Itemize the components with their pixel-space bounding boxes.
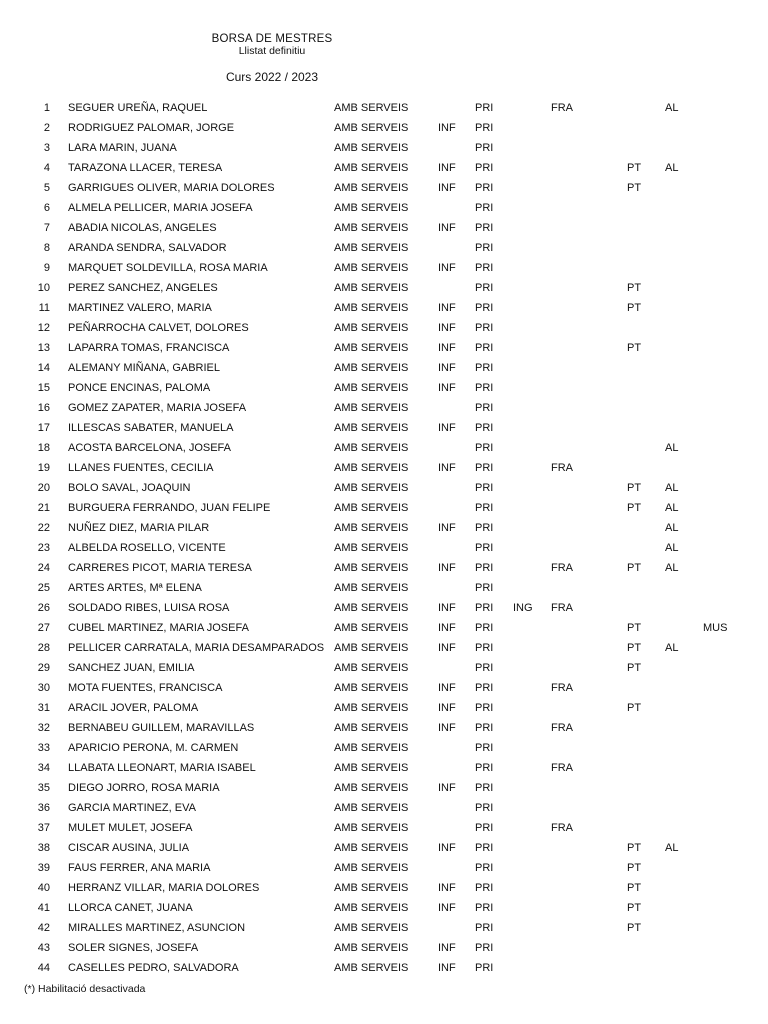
teacher-name: SEGUER UREÑA, RAQUEL — [68, 102, 208, 114]
speciality-pri: PRI — [475, 282, 494, 294]
table-row — [0, 718, 768, 738]
teacher-list — [0, 98, 768, 978]
teacher-name: LLORCA CANET, JUANA — [68, 902, 193, 914]
speciality-pri: PRI — [475, 242, 494, 254]
speciality-pt: PT — [627, 162, 642, 174]
table-row — [0, 478, 768, 498]
speciality-pt: PT — [627, 642, 642, 654]
speciality-al: AL — [665, 482, 679, 494]
status-cell: AMB SERVEIS — [334, 562, 409, 574]
table-row — [0, 938, 768, 958]
status-cell: AMB SERVEIS — [334, 382, 409, 394]
speciality-pri: PRI — [475, 162, 494, 174]
status-cell: AMB SERVEIS — [334, 262, 409, 274]
status-cell: AMB SERVEIS — [334, 722, 409, 734]
status-cell: AMB SERVEIS — [334, 102, 409, 114]
status-cell: AMB SERVEIS — [334, 182, 409, 194]
status-cell: AMB SERVEIS — [334, 922, 409, 934]
table-row — [0, 398, 768, 418]
row-number: 41 — [37, 902, 50, 914]
status-cell: AMB SERVEIS — [334, 762, 409, 774]
teacher-name: SOLDADO RIBES, LUISA ROSA — [68, 602, 230, 614]
row-number: 34 — [37, 762, 50, 774]
speciality-pri: PRI — [475, 582, 494, 594]
row-number: 1 — [43, 102, 50, 114]
teacher-name: ARACIL JOVER, PALOMA — [68, 702, 199, 714]
speciality-inf: INF — [438, 122, 456, 134]
speciality-pri: PRI — [475, 962, 494, 974]
row-number: 2 — [43, 122, 50, 134]
row-number: 36 — [37, 802, 50, 814]
table-row — [0, 458, 768, 478]
table-row — [0, 638, 768, 658]
speciality-pri: PRI — [475, 922, 494, 934]
table-row — [0, 618, 768, 638]
table-row — [0, 438, 768, 458]
teacher-name: TARAZONA LLACER, TERESA — [68, 162, 223, 174]
table-row — [0, 758, 768, 778]
teacher-name: BERNABEU GUILLEM, MARAVILLAS — [68, 722, 255, 734]
speciality-inf: INF — [438, 782, 456, 794]
row-number: 8 — [43, 242, 50, 254]
speciality-al: AL — [665, 542, 679, 554]
speciality-pt: PT — [627, 862, 642, 874]
speciality-pri: PRI — [475, 402, 494, 414]
table-row — [0, 498, 768, 518]
speciality-inf: INF — [438, 842, 456, 854]
speciality-pt: PT — [627, 182, 642, 194]
speciality-pri: PRI — [475, 382, 494, 394]
speciality-pt: PT — [627, 282, 642, 294]
teacher-name: ARANDA SENDRA, SALVADOR — [68, 242, 227, 254]
teacher-name: FAUS FERRER, ANA MARIA — [68, 862, 211, 874]
row-number: 19 — [37, 462, 50, 474]
status-cell: AMB SERVEIS — [334, 862, 409, 874]
speciality-inf: INF — [438, 322, 456, 334]
status-cell: AMB SERVEIS — [334, 942, 409, 954]
speciality-pri: PRI — [475, 602, 494, 614]
row-number: 40 — [37, 882, 50, 894]
teacher-name: ARTES ARTES, Mª ELENA — [68, 582, 202, 594]
teacher-name: APARICIO PERONA, M. CARMEN — [68, 742, 239, 754]
row-number: 22 — [37, 522, 50, 534]
status-cell: AMB SERVEIS — [334, 542, 409, 554]
teacher-name: CASELLES PEDRO, SALVADORA — [68, 962, 239, 974]
speciality-al: AL — [665, 162, 679, 174]
table-row — [0, 298, 768, 318]
table-row — [0, 658, 768, 678]
row-number: 26 — [37, 602, 50, 614]
row-number: 31 — [37, 702, 50, 714]
speciality-pri: PRI — [475, 422, 494, 434]
course-label: Curs 2022 / 2023 — [225, 70, 319, 84]
status-cell: AMB SERVEIS — [334, 342, 409, 354]
speciality-al: AL — [665, 842, 679, 854]
teacher-name: RODRIGUEZ PALOMAR, JORGE — [68, 122, 235, 134]
speciality-al: AL — [665, 502, 679, 514]
teacher-name: PONCE ENCINAS, PALOMA — [68, 382, 211, 394]
table-row — [0, 218, 768, 238]
teacher-name: SANCHEZ JUAN, EMILIA — [68, 662, 195, 674]
speciality-fra: FRA — [551, 762, 573, 774]
speciality-inf: INF — [438, 562, 456, 574]
table-row — [0, 118, 768, 138]
speciality-pri: PRI — [475, 662, 494, 674]
speciality-inf: INF — [438, 262, 456, 274]
table-row — [0, 278, 768, 298]
speciality-pri: PRI — [475, 522, 494, 534]
speciality-al: AL — [665, 522, 679, 534]
status-cell: AMB SERVEIS — [334, 602, 409, 614]
teacher-name: ALMELA PELLICER, MARIA JOSEFA — [68, 202, 253, 214]
teacher-name: MULET MULET, JOSEFA — [68, 822, 193, 834]
table-row — [0, 918, 768, 938]
table-row — [0, 858, 768, 878]
speciality-inf: INF — [438, 622, 456, 634]
row-number: 14 — [37, 362, 50, 374]
status-cell: AMB SERVEIS — [334, 162, 409, 174]
row-number: 7 — [43, 222, 50, 234]
speciality-inf: INF — [438, 342, 456, 354]
speciality-pri: PRI — [475, 902, 494, 914]
status-cell: AMB SERVEIS — [334, 282, 409, 294]
row-number: 15 — [37, 382, 50, 394]
speciality-fra: FRA — [551, 722, 573, 734]
row-number: 29 — [37, 662, 50, 674]
teacher-name: ALBELDA ROSELLO, VICENTE — [68, 542, 226, 554]
status-cell: AMB SERVEIS — [334, 302, 409, 314]
status-cell: AMB SERVEIS — [334, 322, 409, 334]
speciality-pt: PT — [627, 922, 642, 934]
row-number: 20 — [37, 482, 50, 494]
status-cell: AMB SERVEIS — [334, 782, 409, 794]
teacher-name: GOMEZ ZAPATER, MARIA JOSEFA — [68, 402, 247, 414]
table-row — [0, 838, 768, 858]
speciality-inf: INF — [438, 702, 456, 714]
speciality-pt: PT — [627, 482, 642, 494]
status-cell: AMB SERVEIS — [334, 222, 409, 234]
teacher-name: CARRERES PICOT, MARIA TERESA — [68, 562, 252, 574]
table-row — [0, 738, 768, 758]
speciality-pt: PT — [627, 342, 642, 354]
speciality-pri: PRI — [475, 482, 494, 494]
row-number: 24 — [37, 562, 50, 574]
table-row — [0, 578, 768, 598]
teacher-name: PEREZ SANCHEZ, ANGELES — [68, 282, 218, 294]
row-number: 12 — [37, 322, 50, 334]
speciality-inf: INF — [438, 722, 456, 734]
speciality-pri: PRI — [475, 742, 494, 754]
speciality-al: AL — [665, 562, 679, 574]
table-row — [0, 358, 768, 378]
table-row — [0, 598, 768, 618]
teacher-name: GARCIA MARTINEZ, EVA — [68, 802, 196, 814]
teacher-name: NUÑEZ DIEZ, MARIA PILAR — [68, 522, 210, 534]
status-cell: AMB SERVEIS — [334, 642, 409, 654]
speciality-pri: PRI — [475, 222, 494, 234]
teacher-name: HERRANZ VILLAR, MARIA DOLORES — [68, 882, 260, 894]
speciality-pri: PRI — [475, 642, 494, 654]
status-cell: AMB SERVEIS — [334, 822, 409, 834]
row-number: 11 — [38, 302, 50, 314]
speciality-pt: PT — [627, 662, 642, 674]
status-cell: AMB SERVEIS — [334, 362, 409, 374]
row-number: 38 — [37, 842, 50, 854]
row-number: 39 — [37, 862, 50, 874]
status-cell: AMB SERVEIS — [334, 962, 409, 974]
speciality-inf: INF — [438, 382, 456, 394]
status-cell: AMB SERVEIS — [334, 682, 409, 694]
speciality-inf: INF — [438, 962, 456, 974]
speciality-pt: PT — [627, 622, 642, 634]
teacher-name: GARRIGUES OLIVER, MARIA DOLORES — [68, 182, 275, 194]
status-cell: AMB SERVEIS — [334, 842, 409, 854]
table-row — [0, 338, 768, 358]
speciality-pt: PT — [627, 562, 642, 574]
speciality-fra: FRA — [551, 682, 573, 694]
status-cell: AMB SERVEIS — [334, 422, 409, 434]
row-number: 6 — [43, 202, 50, 214]
row-number: 4 — [43, 162, 50, 174]
speciality-pt: PT — [627, 702, 642, 714]
row-number: 33 — [37, 742, 50, 754]
teacher-name: PELLICER CARRATALA, MARIA DESAMPARADOS — [68, 642, 325, 654]
teacher-name: LARA MARIN, JUANA — [68, 142, 177, 154]
teacher-name: MOTA FUENTES, FRANCISCA — [68, 682, 223, 694]
status-cell: AMB SERVEIS — [334, 622, 409, 634]
table-row — [0, 898, 768, 918]
status-cell: AMB SERVEIS — [334, 662, 409, 674]
table-row — [0, 558, 768, 578]
table-row — [0, 198, 768, 218]
speciality-pri: PRI — [475, 822, 494, 834]
status-cell: AMB SERVEIS — [334, 202, 409, 214]
document-title: BORSA DE MESTRES — [211, 33, 333, 45]
status-cell: AMB SERVEIS — [334, 742, 409, 754]
speciality-pri: PRI — [475, 802, 494, 814]
table-row — [0, 538, 768, 558]
speciality-pri: PRI — [475, 702, 494, 714]
speciality-pri: PRI — [475, 302, 494, 314]
speciality-al: AL — [665, 102, 679, 114]
row-number: 3 — [43, 142, 50, 154]
row-number: 10 — [37, 282, 50, 294]
speciality-al: AL — [665, 642, 679, 654]
table-row — [0, 878, 768, 898]
speciality-pri: PRI — [475, 362, 494, 374]
status-cell: AMB SERVEIS — [334, 142, 409, 154]
row-number: 25 — [37, 582, 50, 594]
row-number: 13 — [37, 342, 50, 354]
speciality-pri: PRI — [475, 542, 494, 554]
document-subtitle: Llistat definitiu — [238, 45, 306, 57]
speciality-fra: FRA — [551, 462, 573, 474]
table-row — [0, 318, 768, 338]
speciality-pt: PT — [627, 502, 642, 514]
table-row — [0, 238, 768, 258]
table-row — [0, 98, 768, 118]
teacher-name: ILLESCAS SABATER, MANUELA — [68, 422, 234, 434]
speciality-pri: PRI — [475, 202, 494, 214]
table-row — [0, 698, 768, 718]
table-row — [0, 138, 768, 158]
teacher-name: DIEGO JORRO, ROSA MARIA — [68, 782, 220, 794]
speciality-pt: PT — [627, 842, 642, 854]
teacher-name: MIRALLES MARTINEZ, ASUNCION — [68, 922, 246, 934]
row-number: 5 — [43, 182, 50, 194]
speciality-pri: PRI — [475, 142, 494, 154]
speciality-pri: PRI — [475, 682, 494, 694]
table-row — [0, 778, 768, 798]
speciality-pri: PRI — [475, 462, 494, 474]
speciality-inf: INF — [438, 222, 456, 234]
row-number: 28 — [37, 642, 50, 654]
teacher-name: LLABATA LLEONART, MARIA ISABEL — [68, 762, 256, 774]
speciality-mus: MUS — [703, 622, 728, 634]
row-number: 30 — [37, 682, 50, 694]
speciality-pri: PRI — [475, 622, 494, 634]
row-number: 23 — [37, 542, 50, 554]
speciality-pri: PRI — [475, 262, 494, 274]
row-number: 18 — [37, 442, 50, 454]
speciality-pri: PRI — [475, 342, 494, 354]
table-row — [0, 378, 768, 398]
speciality-pri: PRI — [475, 842, 494, 854]
teacher-name: LAPARRA TOMAS, FRANCISCA — [68, 342, 230, 354]
speciality-pri: PRI — [475, 722, 494, 734]
status-cell: AMB SERVEIS — [334, 502, 409, 514]
speciality-inf: INF — [438, 902, 456, 914]
status-cell: AMB SERVEIS — [334, 462, 409, 474]
row-number: 16 — [37, 402, 50, 414]
table-row — [0, 418, 768, 438]
row-number: 44 — [37, 962, 50, 974]
speciality-pri: PRI — [475, 762, 494, 774]
speciality-pri: PRI — [475, 322, 494, 334]
teacher-name: SOLER SIGNES, JOSEFA — [68, 942, 199, 954]
table-row — [0, 958, 768, 978]
speciality-inf: INF — [438, 162, 456, 174]
teacher-name: CISCAR AUSINA, JULIA — [68, 842, 190, 854]
status-cell: AMB SERVEIS — [334, 702, 409, 714]
speciality-inf: INF — [438, 522, 456, 534]
speciality-pri: PRI — [475, 502, 494, 514]
status-cell: AMB SERVEIS — [334, 242, 409, 254]
teacher-name: MARTINEZ VALERO, MARIA — [68, 302, 212, 314]
status-cell: AMB SERVEIS — [334, 402, 409, 414]
status-cell: AMB SERVEIS — [334, 442, 409, 454]
table-row — [0, 678, 768, 698]
teacher-name: ALEMANY MIÑANA, GABRIEL — [68, 362, 221, 374]
status-cell: AMB SERVEIS — [334, 802, 409, 814]
teacher-name: BOLO SAVAL, JOAQUIN — [68, 482, 191, 494]
speciality-pri: PRI — [475, 182, 494, 194]
speciality-inf: INF — [438, 682, 456, 694]
teacher-name: LLANES FUENTES, CECILIA — [68, 462, 214, 474]
table-row — [0, 258, 768, 278]
status-cell: AMB SERVEIS — [334, 582, 409, 594]
teacher-name: ABADIA NICOLAS, ANGELES — [68, 222, 217, 234]
status-cell: AMB SERVEIS — [334, 882, 409, 894]
row-number: 32 — [37, 722, 50, 734]
row-number: 9 — [43, 262, 50, 274]
speciality-pri: PRI — [475, 102, 494, 114]
row-number: 43 — [37, 942, 50, 954]
table-row — [0, 178, 768, 198]
speciality-ing: ING — [513, 602, 533, 614]
speciality-pt: PT — [627, 902, 642, 914]
speciality-pri: PRI — [475, 882, 494, 894]
speciality-pri: PRI — [475, 862, 494, 874]
speciality-pt: PT — [627, 302, 642, 314]
table-row — [0, 798, 768, 818]
teacher-name: PEÑARROCHA CALVET, DOLORES — [68, 322, 249, 334]
teacher-name: MARQUET SOLDEVILLA, ROSA MARIA — [68, 262, 268, 274]
speciality-inf: INF — [438, 302, 456, 314]
speciality-al: AL — [665, 442, 679, 454]
speciality-inf: INF — [438, 942, 456, 954]
speciality-inf: INF — [438, 462, 456, 474]
row-number: 21 — [37, 502, 50, 514]
table-row — [0, 158, 768, 178]
speciality-pri: PRI — [475, 942, 494, 954]
speciality-pri: PRI — [475, 122, 494, 134]
speciality-fra: FRA — [551, 602, 573, 614]
speciality-inf: INF — [438, 362, 456, 374]
status-cell: AMB SERVEIS — [334, 122, 409, 134]
speciality-fra: FRA — [551, 822, 573, 834]
teacher-name: BURGUERA FERRANDO, JUAN FELIPE — [68, 502, 271, 514]
table-row — [0, 818, 768, 838]
speciality-pri: PRI — [475, 562, 494, 574]
speciality-inf: INF — [438, 602, 456, 614]
speciality-fra: FRA — [551, 102, 573, 114]
row-number: 27 — [37, 622, 50, 634]
row-number: 37 — [37, 822, 50, 834]
row-number: 17 — [37, 422, 50, 434]
speciality-inf: INF — [438, 642, 456, 654]
teacher-name: CUBEL MARTINEZ, MARIA JOSEFA — [68, 622, 249, 634]
footnote: (*) Habilitació desactivada — [24, 983, 146, 995]
speciality-inf: INF — [438, 182, 456, 194]
speciality-pt: PT — [627, 882, 642, 894]
row-number: 42 — [37, 922, 50, 934]
table-row — [0, 518, 768, 538]
speciality-inf: INF — [438, 422, 456, 434]
teacher-name: ACOSTA BARCELONA, JOSEFA — [68, 442, 232, 454]
row-number: 35 — [37, 782, 50, 794]
status-cell: AMB SERVEIS — [334, 902, 409, 914]
speciality-pri: PRI — [475, 782, 494, 794]
speciality-pri: PRI — [475, 442, 494, 454]
status-cell: AMB SERVEIS — [334, 522, 409, 534]
speciality-inf: INF — [438, 882, 456, 894]
status-cell: AMB SERVEIS — [334, 482, 409, 494]
speciality-fra: FRA — [551, 562, 573, 574]
